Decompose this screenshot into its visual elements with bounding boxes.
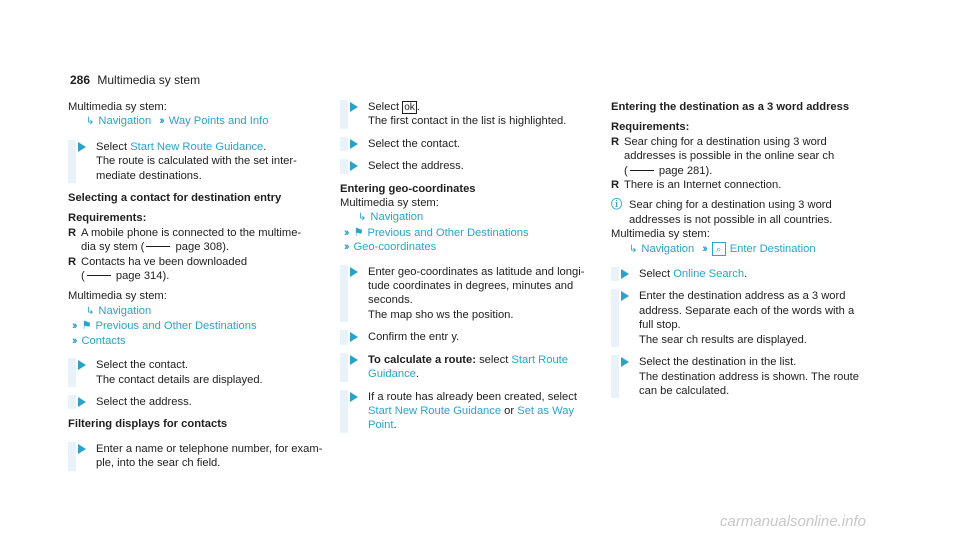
chevron-double-icon: ›› xyxy=(344,226,348,239)
bullet-text: ( xyxy=(81,270,85,283)
step-arrow-icon xyxy=(350,355,358,365)
bullet-text: Contacts ha ve been downloaded xyxy=(81,255,248,268)
column-1 xyxy=(68,100,328,479)
step-item xyxy=(68,442,328,471)
list-item xyxy=(611,135,871,178)
bullet-text: There is an Internet connection. xyxy=(624,179,782,192)
info-text: Sear ching for a destination using 3 word xyxy=(629,199,832,212)
step-text: Select the destination in the list. xyxy=(639,356,797,369)
step-text: Enter a name or telephone number, for exam- xyxy=(96,442,323,455)
bullet-text: ( xyxy=(624,164,628,177)
chevron-double-icon: ›› xyxy=(344,241,348,254)
bullet-icon: R xyxy=(68,255,77,268)
step-item xyxy=(340,159,595,173)
step-arrow-icon xyxy=(78,444,86,454)
step-text: Enter geo-coordinates as latitude and longi- xyxy=(368,265,585,278)
step-text: . xyxy=(393,419,397,432)
step-item xyxy=(340,265,595,323)
step-text: Select the contact. xyxy=(96,359,189,372)
step-arrow-icon xyxy=(78,142,86,152)
step-text: ple, into the sear ch field. xyxy=(96,457,221,470)
bullet-text: page 314). xyxy=(112,270,170,283)
step-text: Select the address. xyxy=(96,395,192,408)
flag-icon: ⚑ xyxy=(81,320,92,333)
link-online-search[interactable]: Online Search xyxy=(673,268,745,281)
step-item xyxy=(340,100,595,129)
menu-path-navigation xyxy=(68,304,328,319)
watermark: carmanualsonline.info xyxy=(720,513,866,530)
link-start-new-route[interactable]: Start New Route Guidance xyxy=(368,404,502,417)
link-navigation[interactable]: Navigation xyxy=(641,242,695,255)
link-start-new-route[interactable]: Start New Route Guidance xyxy=(130,140,264,153)
step-arrow-icon xyxy=(621,291,629,301)
step-arrow-icon xyxy=(350,139,358,149)
menu-path-previous xyxy=(68,319,328,333)
menu-path-contacts xyxy=(68,334,328,348)
link-start-route[interactable]: Start Route xyxy=(511,353,569,366)
step-arrow-icon xyxy=(78,397,86,407)
step-text: seconds. xyxy=(368,294,413,307)
info-note xyxy=(611,198,871,227)
bullet-text: page 281). xyxy=(655,164,713,177)
step-item xyxy=(340,330,595,344)
step-text: The sear ch results are displayed. xyxy=(639,333,807,346)
link-navigation[interactable]: Navigation xyxy=(370,211,424,224)
step-text: Enter the destination address as a 3 word xyxy=(639,290,846,303)
menu-path-navigation xyxy=(68,114,328,129)
step-item xyxy=(68,358,328,387)
step-text: can be calculated. xyxy=(639,384,730,397)
step-text: The contact details are displayed. xyxy=(96,373,263,386)
chevron-double-icon: ›› xyxy=(702,242,706,255)
step-text: Select xyxy=(639,268,674,281)
cross-reference-arrow-icon xyxy=(87,275,111,276)
link-guidance[interactable]: Guidance xyxy=(368,368,416,381)
chevron-double-icon: ›› xyxy=(72,320,76,333)
path-label: Multimedia sy stem: xyxy=(68,101,167,113)
step-text: The route is calculated with the set inter- xyxy=(96,155,297,168)
step-text: The destination address is shown. The route xyxy=(639,370,859,383)
list-item xyxy=(68,255,328,284)
step-text: tude coordinates in degrees, minutes and xyxy=(368,280,574,293)
info-text: addresses is not possible in all countries. xyxy=(629,213,833,226)
step-text: To calculate a route: xyxy=(368,353,476,366)
search-icon: ⌕ xyxy=(712,242,726,256)
step-text: . xyxy=(744,268,748,281)
column-3 xyxy=(611,100,871,406)
section-heading: Selecting a contact for destination entry xyxy=(68,192,282,205)
link-point[interactable]: Point xyxy=(368,419,394,432)
chevron-double-icon: ›› xyxy=(159,115,163,128)
path-label: Multimedia sy stem: xyxy=(340,197,439,210)
bullet-text: page 308). xyxy=(172,241,230,254)
page-header xyxy=(70,73,200,87)
return-arrow-icon: ↳ xyxy=(629,243,638,255)
step-item xyxy=(611,289,871,347)
bullet-text: Sear ching for a destination using 3 word xyxy=(624,135,827,148)
link-navigation[interactable]: Navigation xyxy=(98,304,152,317)
step-text: The first contact in the list is highlighted. xyxy=(368,115,567,128)
step-text: Confirm the entr y. xyxy=(368,331,460,344)
section-heading: Filtering displays for contacts xyxy=(68,418,228,431)
step-item xyxy=(68,140,328,183)
step-text: . xyxy=(416,101,420,113)
link-previous-destinations[interactable]: Previous and Other Destinations xyxy=(95,320,257,333)
return-arrow-icon: ↳ xyxy=(86,116,95,128)
ok-key-icon: ok xyxy=(404,102,415,113)
bullet-text: A mobile phone is connected to the multime- xyxy=(81,226,302,239)
requirements-label: Requirements: xyxy=(68,212,147,225)
step-arrow-icon xyxy=(78,360,86,370)
info-icon: ⓘ xyxy=(611,199,623,212)
section-heading: Entering geo-coordinates xyxy=(340,182,476,195)
menu-path-navigation xyxy=(611,242,871,257)
step-text: or xyxy=(501,404,518,417)
bullet-icon: R xyxy=(611,135,620,148)
step-text: address. Separate each of the words with a xyxy=(639,304,855,317)
step-item xyxy=(68,395,328,409)
step-text: Select xyxy=(368,101,403,113)
step-item xyxy=(340,137,595,151)
step-arrow-icon xyxy=(621,357,629,367)
step-item xyxy=(611,267,871,281)
step-arrow-icon xyxy=(350,392,358,402)
return-arrow-icon: ↳ xyxy=(358,212,367,224)
page-title: Multimedia sy stem xyxy=(97,73,201,87)
step-item xyxy=(340,390,595,433)
list-item xyxy=(68,226,328,255)
list-item xyxy=(611,178,871,192)
bullet-text: addresses is possible in the online sear ch xyxy=(624,150,835,163)
step-arrow-icon xyxy=(350,267,358,277)
step-item xyxy=(340,353,595,382)
flag-icon: ⚑ xyxy=(353,226,364,239)
link-set-as-way[interactable]: Set as Way xyxy=(517,404,575,417)
cross-reference-arrow-icon xyxy=(630,170,654,171)
step-text: . xyxy=(263,140,267,153)
path-label: Multimedia sy stem: xyxy=(68,290,167,303)
section-heading: Entering the destination as a 3 word address xyxy=(611,101,850,113)
link-contacts[interactable]: Contacts xyxy=(81,334,126,347)
column-2 xyxy=(340,100,595,441)
menu-path-previous xyxy=(340,226,595,240)
step-arrow-icon xyxy=(350,332,358,342)
step-arrow-icon xyxy=(350,102,358,112)
step-text: If a route has already been created, select xyxy=(368,390,577,403)
link-navigation[interactable]: Navigation xyxy=(98,115,152,128)
link-way-points[interactable]: Way Points and Info xyxy=(168,115,269,128)
step-item xyxy=(611,355,871,398)
link-previous-destinations[interactable]: Previous and Other Destinations xyxy=(367,226,529,239)
step-text: full stop. xyxy=(639,319,681,332)
step-text: mediate destinations. xyxy=(96,169,202,182)
cross-reference-arrow-icon xyxy=(146,246,170,247)
step-text: select xyxy=(475,353,512,366)
step-text: . xyxy=(415,368,420,381)
requirements-label: Requirements: xyxy=(611,121,690,134)
chevron-double-icon: ›› xyxy=(72,334,76,347)
menu-path-navigation xyxy=(340,210,595,225)
step-arrow-icon xyxy=(350,161,358,171)
step-text: Select the contact. xyxy=(368,137,461,150)
page-number: 286 xyxy=(70,73,91,87)
step-text: Select xyxy=(96,140,131,153)
path-label: Multimedia sy stem: xyxy=(611,228,710,241)
step-arrow-icon xyxy=(621,269,629,279)
bullet-icon: R xyxy=(611,179,620,192)
menu-path-geo xyxy=(340,240,595,254)
bullet-text: dia sy stem ( xyxy=(81,241,145,254)
step-text: Select the address. xyxy=(368,160,464,173)
link-enter-destination[interactable]: Enter Destination xyxy=(729,242,816,255)
link-geo-coordinates[interactable]: Geo-coordinates xyxy=(353,241,437,254)
bullet-icon: R xyxy=(68,226,77,239)
step-text: The map sho ws the position. xyxy=(368,308,514,321)
return-arrow-icon: ↳ xyxy=(86,305,95,317)
